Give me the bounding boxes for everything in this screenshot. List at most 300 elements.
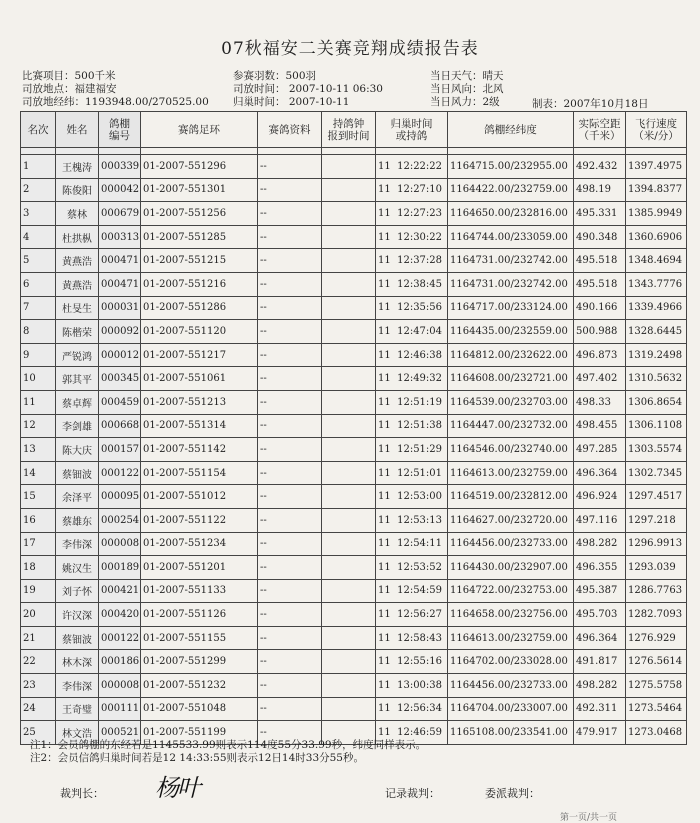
cell-loft-no: 000345 [99, 367, 141, 391]
cell-ring: 01-2007-551061 [141, 367, 258, 391]
cell-info: -- [258, 697, 322, 721]
arrival-day: 11 [378, 585, 391, 597]
cell-info: -- [258, 674, 322, 698]
cell-coords: 1164715.00/232955.00 [448, 155, 574, 179]
arrival-time: 13:00:38 [397, 679, 443, 691]
cell-ring: 01-2007-551122 [141, 508, 258, 532]
arrival-time: 12:53:00 [397, 491, 443, 503]
cell-info: -- [258, 178, 322, 202]
table-row [21, 674, 687, 698]
cell-info: -- [258, 320, 322, 344]
cell-ring: 01-2007-551012 [141, 485, 258, 509]
arrival-day: 11 [378, 278, 391, 290]
cell-speed: 1348.4694 [626, 249, 687, 273]
arrival-day: 11 [378, 349, 391, 361]
table-row [21, 272, 687, 296]
arrival-time: 12:38:45 [397, 278, 443, 290]
cell-speed: 1385.9949 [626, 202, 687, 226]
arrival-time: 12:51:01 [397, 467, 443, 479]
cell-coords: 1164812.00/232622.00 [448, 343, 574, 367]
cell-info: -- [258, 485, 322, 509]
spacer-cell [56, 148, 99, 155]
cell-info: -- [258, 721, 322, 745]
race-info-col3 [430, 70, 504, 109]
cell-rank: 6 [21, 272, 56, 296]
cell-clock [322, 367, 376, 391]
cell-name: 蔡卓辉 [56, 390, 99, 414]
cell-name: 陈楷荣 [56, 320, 99, 344]
arrival-time: 12:46:38 [397, 349, 443, 361]
cell-rank: 19 [21, 579, 56, 603]
race-item: 比赛项目：500千米 [22, 70, 116, 82]
cell-coords: 1164422.00/232759.00 [448, 178, 574, 202]
cell-ring: 01-2007-551285 [141, 225, 258, 249]
cell-arrival [376, 650, 448, 674]
cell-info: -- [258, 414, 322, 438]
cell-name: 刘子怀 [56, 579, 99, 603]
table-row [21, 225, 687, 249]
cell-coords: 1164456.00/232733.00 [448, 674, 574, 698]
cell-name: 蔡林 [56, 202, 99, 226]
cell-info: -- [258, 556, 322, 580]
cell-info: -- [258, 249, 322, 273]
header-loft-no: 鸽棚 编号 [99, 112, 141, 148]
cell-info: -- [258, 343, 322, 367]
cell-coords: 1164608.00/232721.00 [448, 367, 574, 391]
arrival-time: 12:56:34 [397, 703, 443, 715]
cell-distance: 498.19 [574, 178, 626, 202]
cell-arrival [376, 320, 448, 344]
handwritten-signature: 杨叶 [155, 774, 199, 802]
cell-loft-no: 000008 [99, 674, 141, 698]
page-mark: 第一页/共一页 [560, 813, 618, 823]
race-info-col2 [233, 70, 383, 109]
cell-clock [322, 414, 376, 438]
cell-arrival [376, 556, 448, 580]
arrival-day: 11 [378, 160, 391, 172]
cell-ring: 01-2007-551213 [141, 390, 258, 414]
cell-coords: 1164430.00/232907.00 [448, 556, 574, 580]
header-name: 姓名 [56, 112, 99, 148]
cell-distance: 492.311 [574, 697, 626, 721]
arrival-day: 11 [378, 679, 391, 691]
cell-ring: 01-2007-551126 [141, 603, 258, 627]
cell-rank: 20 [21, 603, 56, 627]
cell-name: 余泽平 [56, 485, 99, 509]
arrival-day: 11 [378, 231, 391, 243]
cell-speed: 1293.039 [626, 556, 687, 580]
cell-ring: 01-2007-551120 [141, 320, 258, 344]
cell-info: -- [258, 296, 322, 320]
entries: 参赛羽数：500羽 [233, 70, 317, 82]
note-2: 注2：会员信鸽归巢时间若是12 14:33:55则表示12日14时33分55秒。 [30, 752, 364, 764]
cell-name: 蔡雄东 [56, 508, 99, 532]
cell-ring: 01-2007-551217 [141, 343, 258, 367]
cell-clock [322, 296, 376, 320]
cell-arrival [376, 579, 448, 603]
table-row [21, 650, 687, 674]
cell-clock [322, 697, 376, 721]
made-date: 制表：2007年10月18日 [532, 98, 649, 110]
arrival-day: 11 [378, 467, 391, 479]
cell-ring: 01-2007-551301 [141, 178, 258, 202]
cell-loft-no: 000186 [99, 650, 141, 674]
cell-rank: 12 [21, 414, 56, 438]
recorder-label: 记录裁判： [385, 787, 440, 800]
cell-ring: 01-2007-551201 [141, 556, 258, 580]
arrival-day: 11 [378, 302, 391, 314]
cell-ring: 01-2007-551133 [141, 579, 258, 603]
cell-arrival [376, 697, 448, 721]
weather: 当日天气：晴天 [430, 70, 504, 82]
spacer-cell [376, 148, 448, 155]
cell-name: 黄燕浩 [56, 249, 99, 273]
spacer-cell [99, 148, 141, 155]
arrival-time: 12:35:56 [397, 302, 443, 314]
spacer-cell [448, 148, 574, 155]
cell-rank: 14 [21, 461, 56, 485]
arrival-day: 11 [378, 443, 391, 455]
cell-clock [322, 225, 376, 249]
cell-coords: 1164456.00/232733.00 [448, 532, 574, 556]
cell-clock [322, 343, 376, 367]
cell-speed: 1306.1108 [626, 414, 687, 438]
cell-loft-no: 000679 [99, 202, 141, 226]
cell-rank: 18 [21, 556, 56, 580]
cell-distance: 497.285 [574, 438, 626, 462]
cell-distance: 497.402 [574, 367, 626, 391]
cell-speed: 1397.4975 [626, 155, 687, 179]
cell-loft-no: 000254 [99, 508, 141, 532]
cell-arrival [376, 390, 448, 414]
table-row [21, 438, 687, 462]
cell-clock [322, 508, 376, 532]
cell-distance: 498.282 [574, 674, 626, 698]
cell-coords: 1164613.00/232759.00 [448, 626, 574, 650]
arrival-day: 11 [378, 538, 391, 550]
cell-name: 蔡钿波 [56, 626, 99, 650]
cell-ring: 01-2007-551216 [141, 272, 258, 296]
cell-rank: 21 [21, 626, 56, 650]
cell-distance: 498.33 [574, 390, 626, 414]
arrival-time: 12:37:28 [397, 255, 443, 267]
cell-rank: 9 [21, 343, 56, 367]
cell-loft-no: 000095 [99, 485, 141, 509]
cell-loft-no: 000668 [99, 414, 141, 438]
table-row [21, 320, 687, 344]
cell-speed: 1339.4966 [626, 296, 687, 320]
cell-clock [322, 461, 376, 485]
cell-loft-no: 000122 [99, 626, 141, 650]
table-row [21, 367, 687, 391]
cell-rank: 7 [21, 296, 56, 320]
spacer-cell [626, 148, 687, 155]
arrival-time: 12:27:23 [397, 207, 443, 219]
cell-info: -- [258, 272, 322, 296]
table-row [21, 626, 687, 650]
cell-rank: 10 [21, 367, 56, 391]
cell-coords: 1164658.00/232756.00 [448, 603, 574, 627]
cell-info: -- [258, 603, 322, 627]
cell-name: 王槐涛 [56, 155, 99, 179]
header-arrival: 归巢时间 或持鸽 [376, 112, 448, 148]
cell-clock [322, 674, 376, 698]
cell-name: 陈俊阳 [56, 178, 99, 202]
cell-name: 蔡钿波 [56, 461, 99, 485]
cell-coords: 1164722.00/232753.00 [448, 579, 574, 603]
cell-distance: 498.282 [574, 532, 626, 556]
wind-direction: 当日风向：北风 [430, 83, 504, 95]
cell-rank: 24 [21, 697, 56, 721]
table-row [21, 414, 687, 438]
cell-info: -- [258, 508, 322, 532]
cell-info: -- [258, 579, 322, 603]
cell-clock [322, 438, 376, 462]
cell-coords: 1164744.00/233059.00 [448, 225, 574, 249]
cell-distance: 495.703 [574, 603, 626, 627]
arrival-day: 11 [378, 373, 391, 385]
cell-arrival [376, 225, 448, 249]
cell-loft-no: 000459 [99, 390, 141, 414]
cell-ring: 01-2007-551199 [141, 721, 258, 745]
cell-arrival [376, 626, 448, 650]
cell-arrival [376, 296, 448, 320]
cell-name: 黄燕浩 [56, 272, 99, 296]
footnotes [30, 739, 426, 765]
cell-distance: 496.924 [574, 485, 626, 509]
header-rank: 名次 [21, 112, 56, 148]
cell-distance: 491.817 [574, 650, 626, 674]
cell-arrival [376, 414, 448, 438]
cell-loft-no: 000421 [99, 579, 141, 603]
results-table [20, 111, 687, 745]
cell-ring: 01-2007-551232 [141, 674, 258, 698]
cell-ring: 01-2007-551142 [141, 438, 258, 462]
cell-coords: 1165108.00/233541.00 [448, 721, 574, 745]
cell-loft-no: 000157 [99, 438, 141, 462]
cell-rank: 17 [21, 532, 56, 556]
cell-ring: 01-2007-551256 [141, 202, 258, 226]
cell-speed: 1275.5758 [626, 674, 687, 698]
cell-speed: 1273.0468 [626, 721, 687, 745]
cell-distance: 498.455 [574, 414, 626, 438]
cell-speed: 1306.8654 [626, 390, 687, 414]
cell-loft-no: 000031 [99, 296, 141, 320]
spacer-row [21, 148, 687, 155]
arrival-day: 11 [378, 491, 391, 503]
table-row [21, 508, 687, 532]
cell-name: 陈大庆 [56, 438, 99, 462]
cell-loft-no: 000008 [99, 532, 141, 556]
header-coords: 鸽棚经纬度 [448, 112, 574, 148]
cell-coords: 1164519.00/232812.00 [448, 485, 574, 509]
cell-info: -- [258, 461, 322, 485]
cell-loft-no: 000521 [99, 721, 141, 745]
arrival-day: 11 [378, 184, 391, 196]
cell-ring: 01-2007-551154 [141, 461, 258, 485]
arrival-day: 11 [378, 656, 391, 668]
table-row [21, 461, 687, 485]
cell-rank: 4 [21, 225, 56, 249]
cell-clock [322, 603, 376, 627]
cell-coords: 1164539.00/232703.00 [448, 390, 574, 414]
table-row [21, 390, 687, 414]
return-time: 归巢时间： 2007-10-11 [233, 96, 350, 108]
arrival-time: 12:51:19 [397, 396, 443, 408]
cell-speed: 1286.7763 [626, 579, 687, 603]
cell-speed: 1297.218 [626, 508, 687, 532]
arrival-time: 12:51:29 [397, 443, 443, 455]
cell-loft-no: 000042 [99, 178, 141, 202]
cell-info: -- [258, 225, 322, 249]
cell-distance: 495.518 [574, 272, 626, 296]
cell-speed: 1273.5464 [626, 697, 687, 721]
spacer-cell [21, 148, 56, 155]
table-row [21, 296, 687, 320]
cell-coords: 1164704.00/233007.00 [448, 697, 574, 721]
cell-name: 李伟深 [56, 532, 99, 556]
cell-coords: 1164702.00/233028.00 [448, 650, 574, 674]
cell-ring: 01-2007-551299 [141, 650, 258, 674]
spacer-cell [141, 148, 258, 155]
cell-rank: 3 [21, 202, 56, 226]
cell-coords: 1164731.00/232742.00 [448, 249, 574, 273]
cell-rank: 8 [21, 320, 56, 344]
cell-loft-no: 000122 [99, 461, 141, 485]
cell-clock [322, 626, 376, 650]
cell-speed: 1276.5614 [626, 650, 687, 674]
arrival-time: 12:47:04 [397, 325, 443, 337]
cell-arrival [376, 249, 448, 273]
arrival-time: 12:49:32 [397, 373, 443, 385]
report-title: 07秋福安二关赛竞翔成绩报告表 [221, 39, 479, 59]
table-row [21, 155, 687, 179]
spacer-cell [322, 148, 376, 155]
cell-ring: 01-2007-551314 [141, 414, 258, 438]
cell-coords: 1164613.00/232759.00 [448, 461, 574, 485]
cell-coords: 1164717.00/233124.00 [448, 296, 574, 320]
cell-clock [322, 532, 376, 556]
arrival-time: 12:30:22 [397, 231, 443, 243]
table-row [21, 485, 687, 509]
spacer-cell [574, 148, 626, 155]
cell-rank: 15 [21, 485, 56, 509]
cell-rank: 1 [21, 155, 56, 179]
cell-clock [322, 556, 376, 580]
cell-clock [322, 320, 376, 344]
arrival-day: 11 [378, 420, 391, 432]
cell-loft-no: 000471 [99, 272, 141, 296]
cell-distance: 496.364 [574, 461, 626, 485]
wind-force: 当日风力：2级 [430, 96, 500, 108]
cell-arrival [376, 603, 448, 627]
cell-distance: 490.166 [574, 296, 626, 320]
cell-clock [322, 485, 376, 509]
cell-name: 杜拱枞 [56, 225, 99, 249]
cell-name: 李剑雄 [56, 414, 99, 438]
cell-clock [322, 249, 376, 273]
table-row [21, 202, 687, 226]
table-row [21, 178, 687, 202]
cell-ring: 01-2007-551048 [141, 697, 258, 721]
cell-info: -- [258, 390, 322, 414]
arrival-time: 12:56:27 [397, 609, 443, 621]
cell-distance: 495.331 [574, 202, 626, 226]
header-distance: 实际空距 （千米） [574, 112, 626, 148]
cell-name: 姚汉生 [56, 556, 99, 580]
table-row [21, 343, 687, 367]
table-row [21, 603, 687, 627]
cell-distance: 496.364 [574, 626, 626, 650]
cell-coords: 1164447.00/232732.00 [448, 414, 574, 438]
cell-distance: 495.518 [574, 249, 626, 273]
judge-chief-label: 裁判长： [60, 787, 104, 800]
cell-loft-no: 000189 [99, 556, 141, 580]
cell-name: 林文浩 [56, 721, 99, 745]
cell-speed: 1282.7093 [626, 603, 687, 627]
cell-rank: 16 [21, 508, 56, 532]
cell-name: 许汉深 [56, 603, 99, 627]
release-coords: 司放地经纬：1193948.00/270525.00 [22, 96, 209, 108]
arrival-day: 11 [378, 632, 391, 644]
arrival-day: 11 [378, 727, 391, 739]
cell-clock [322, 390, 376, 414]
cell-rank: 5 [21, 249, 56, 273]
arrival-day: 11 [378, 325, 391, 337]
arrival-time: 12:22:22 [397, 160, 443, 172]
cell-name: 杜旻生 [56, 296, 99, 320]
arrival-day: 11 [378, 255, 391, 267]
cell-coords: 1164731.00/232742.00 [448, 272, 574, 296]
cell-loft-no: 000313 [99, 225, 141, 249]
cell-speed: 1297.4517 [626, 485, 687, 509]
cell-speed: 1296.9913 [626, 532, 687, 556]
cell-arrival [376, 178, 448, 202]
arrival-day: 11 [378, 514, 391, 526]
cell-clock [322, 650, 376, 674]
arrival-time: 12:51:38 [397, 420, 443, 432]
arrival-time: 12:54:11 [397, 538, 443, 550]
cell-info: -- [258, 367, 322, 391]
cell-distance: 490.348 [574, 225, 626, 249]
cell-rank: 11 [21, 390, 56, 414]
arrival-time: 12:53:52 [397, 561, 443, 573]
cell-arrival [376, 438, 448, 462]
cell-rank: 13 [21, 438, 56, 462]
header-ring: 赛鸽足环 [141, 112, 258, 148]
arrival-day: 11 [378, 207, 391, 219]
cell-rank: 25 [21, 721, 56, 745]
cell-arrival [376, 155, 448, 179]
arrival-time: 12:55:16 [397, 656, 443, 668]
cell-loft-no: 000092 [99, 320, 141, 344]
header-clock: 持鸽钟 报到时间 [322, 112, 376, 148]
cell-coords: 1164435.00/232559.00 [448, 320, 574, 344]
race-info-col1 [22, 70, 209, 109]
cell-loft-no: 000420 [99, 603, 141, 627]
arrival-time: 12:53:13 [397, 514, 443, 526]
arrival-time: 12:54:59 [397, 585, 443, 597]
cell-distance: 492.432 [574, 155, 626, 179]
cell-distance: 496.355 [574, 556, 626, 580]
cell-speed: 1302.7345 [626, 461, 687, 485]
cell-speed: 1319.2498 [626, 343, 687, 367]
cell-loft-no: 000012 [99, 343, 141, 367]
table-row [21, 556, 687, 580]
cell-rank: 23 [21, 674, 56, 698]
cell-arrival [376, 508, 448, 532]
cell-info: -- [258, 438, 322, 462]
